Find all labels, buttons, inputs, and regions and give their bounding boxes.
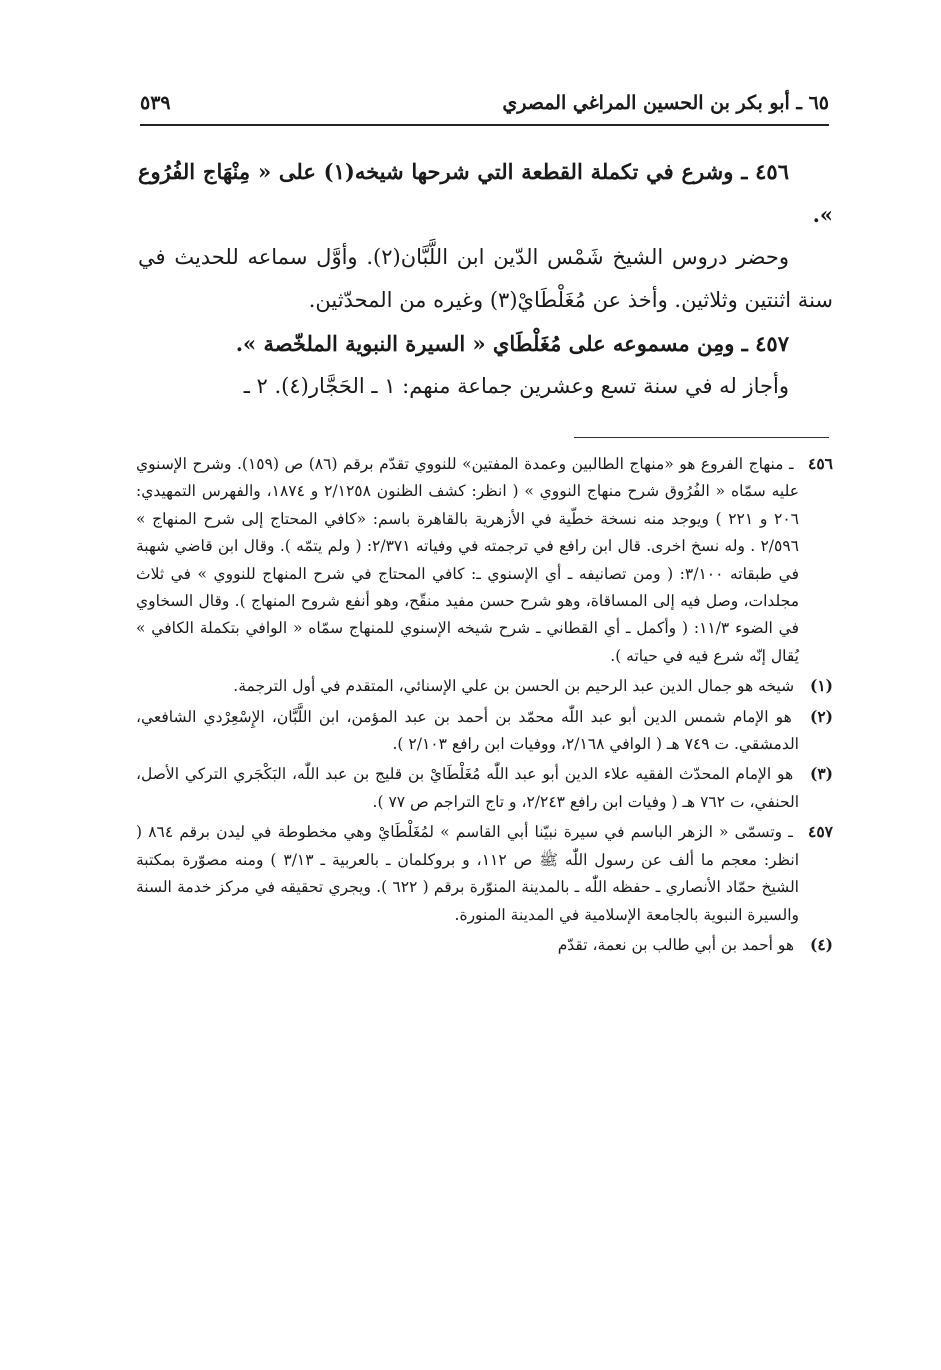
footnote-text: هو أحمد بن أبي طالب بن نعمة، تقدّم: [557, 935, 795, 954]
footnote-text: ـ وتسمّى « الزهر الباسم في سيرة نبيّنا أبي القاسم » لمُغَلْطَايْ وهي مخطوطة في ليدن برقم ٨٦٤ ( انظر: معجم ما ألف عن رسول اللّٰه ﷺ ص ١١٢، و بروكلمان ـ بالعربية ـ ٣/١٣ ) ومنه مصوّرة بمكتبة الشيخ حمّاد الأنصاري ـ حفظه اللّٰه ـ بالمدينة المنوّرة برقم ( ٦٢٢ ). ويجري تحقيقه في مركز خدمة السنة والسيرة النبوية بالجامعة الإسلامية في المدينة المنورة.: [136, 823, 800, 924]
footnote-marker: ٤٥٦: [808, 454, 834, 473]
footnote-4: [136, 931, 833, 959]
page-number: ٥٣٩: [140, 92, 171, 114]
main-text: [138, 150, 833, 408]
running-title: ٦٥ ـ أبو بكر بن الحسين المراغي المصري: [502, 92, 829, 114]
footnotes: [136, 450, 833, 961]
footnote-1: [136, 672, 833, 700]
footnote-3: [136, 760, 833, 816]
footnote-457: [136, 818, 833, 929]
footnote-text: شيخه هو جمال الدين عبد الرحيم بن الحسن بن علي الإسنائي، المتقدم في أول الترجمة.: [233, 677, 795, 696]
footnote-text: هو الإمام المحدّث الفقيه علاء الدين أبو عبد اللّٰه مُغَلْطَايْ بن قليج بن عبد اللّٰه، البَكْجَري التركي الأصل، الحنفي، ت ٧٦٢ هـ ( وفيات ابن رافع ٢/٢٤٣، و تاج التراجم ص ٧٧ ).: [136, 765, 799, 811]
footnote-456: [136, 450, 833, 670]
footnote-marker: ٤٥٧: [808, 822, 833, 842]
footnote-text: هو الإمام شمس الدين أبو عبد اللّٰه محمّد بن أحمد بن عبد المؤمن، ابن اللَّبَّان، الإِسْعِرْدي الشافعي، الدمشقي. ت ٧٤٩ هـ ( الوافي ٢/١٦٨، ووفيات ابن رافع ٢/١٠٣ ).: [136, 707, 799, 754]
footnote-text: ـ منهاج الفروع هو «منهاج الطالبين وعمدة المفتين» للنووي تقدّم برقم (٨٦) ص (١٥٩). وشرح الإسنوي عليه سمّاه « الفُرُوق شرح منهاج النووي » ( انظر: كشف الظنون ٢/١٢٥٨ و ١٨٧٤، والفهرس التمهيدي: ٢٠٦ و ٢٢١ ) ويوجد منه نسخة خطّية في الأزهرية بالقاهرة باسم: «كافي المحتاج إلى شرح المنهاج » ٢/٥٩٦ . وله نسخ اخرى. قال ابن رافع في ترجمته في وفياته ٢/٣٧١: ( ولم يتمّه ). وقال ابن قاضي شهبة في طبقاته ٣/١٠٠: ( ومن تصانيفه ـ أي الإسنوي ـ: كافي المحتاج في شرح المنهاج للنووي » في ثلاث مجلدات، وصل فيه إلى المساقاة، وهو شرح حسن مفيد منقّح، وهو أنفع شروح المنهاج ). وقال السخاوي في الضوء ١١/٣: ( وأكمل ـ أي القطاني ـ شرح شيخه الإسنوي للمنهاج سمّاه « الوافي بتكملة الكافي » يُقال إنّه شرع فيه في حياته ).: [136, 455, 800, 665]
running-header: [140, 86, 829, 126]
footnote-marker: (١): [809, 676, 833, 696]
footnote-2: [136, 703, 833, 759]
footnote-marker: (٤): [809, 934, 833, 954]
body-paragraph: وأجاز له في سنة تسع وعشرين جماعة منهم: ١ ـ الحَجَّار(٤). ٢ ـ: [243, 374, 789, 398]
footnote-marker: (٣): [809, 764, 833, 784]
entry-457-paragraph: ٤٥٧ ـ ومِن مسموعه على مُغَلْطَاي « السيرة النبوية الملخّصة ».: [235, 331, 789, 356]
body-paragraph: وحضر دروس الشيخ شَمْس الدّين ابن اللَّبَّان(٢). وأوَّل سماعه للحديث في سنة اثنتين وثلاثين. وأخذ عن مُغَلْطَايْ(٣) وغيره من المحدّثين.: [138, 245, 833, 312]
header-rule: [140, 124, 829, 126]
footnote-rule: [574, 437, 829, 438]
entry-456-paragraph: ٤٥٦ ـ وشرع في تكملة القطعة التي شرحها شيخه(١) على « مِنْهَاج الفُرُوع ».: [138, 159, 833, 227]
footnote-marker: (٢): [809, 706, 833, 726]
